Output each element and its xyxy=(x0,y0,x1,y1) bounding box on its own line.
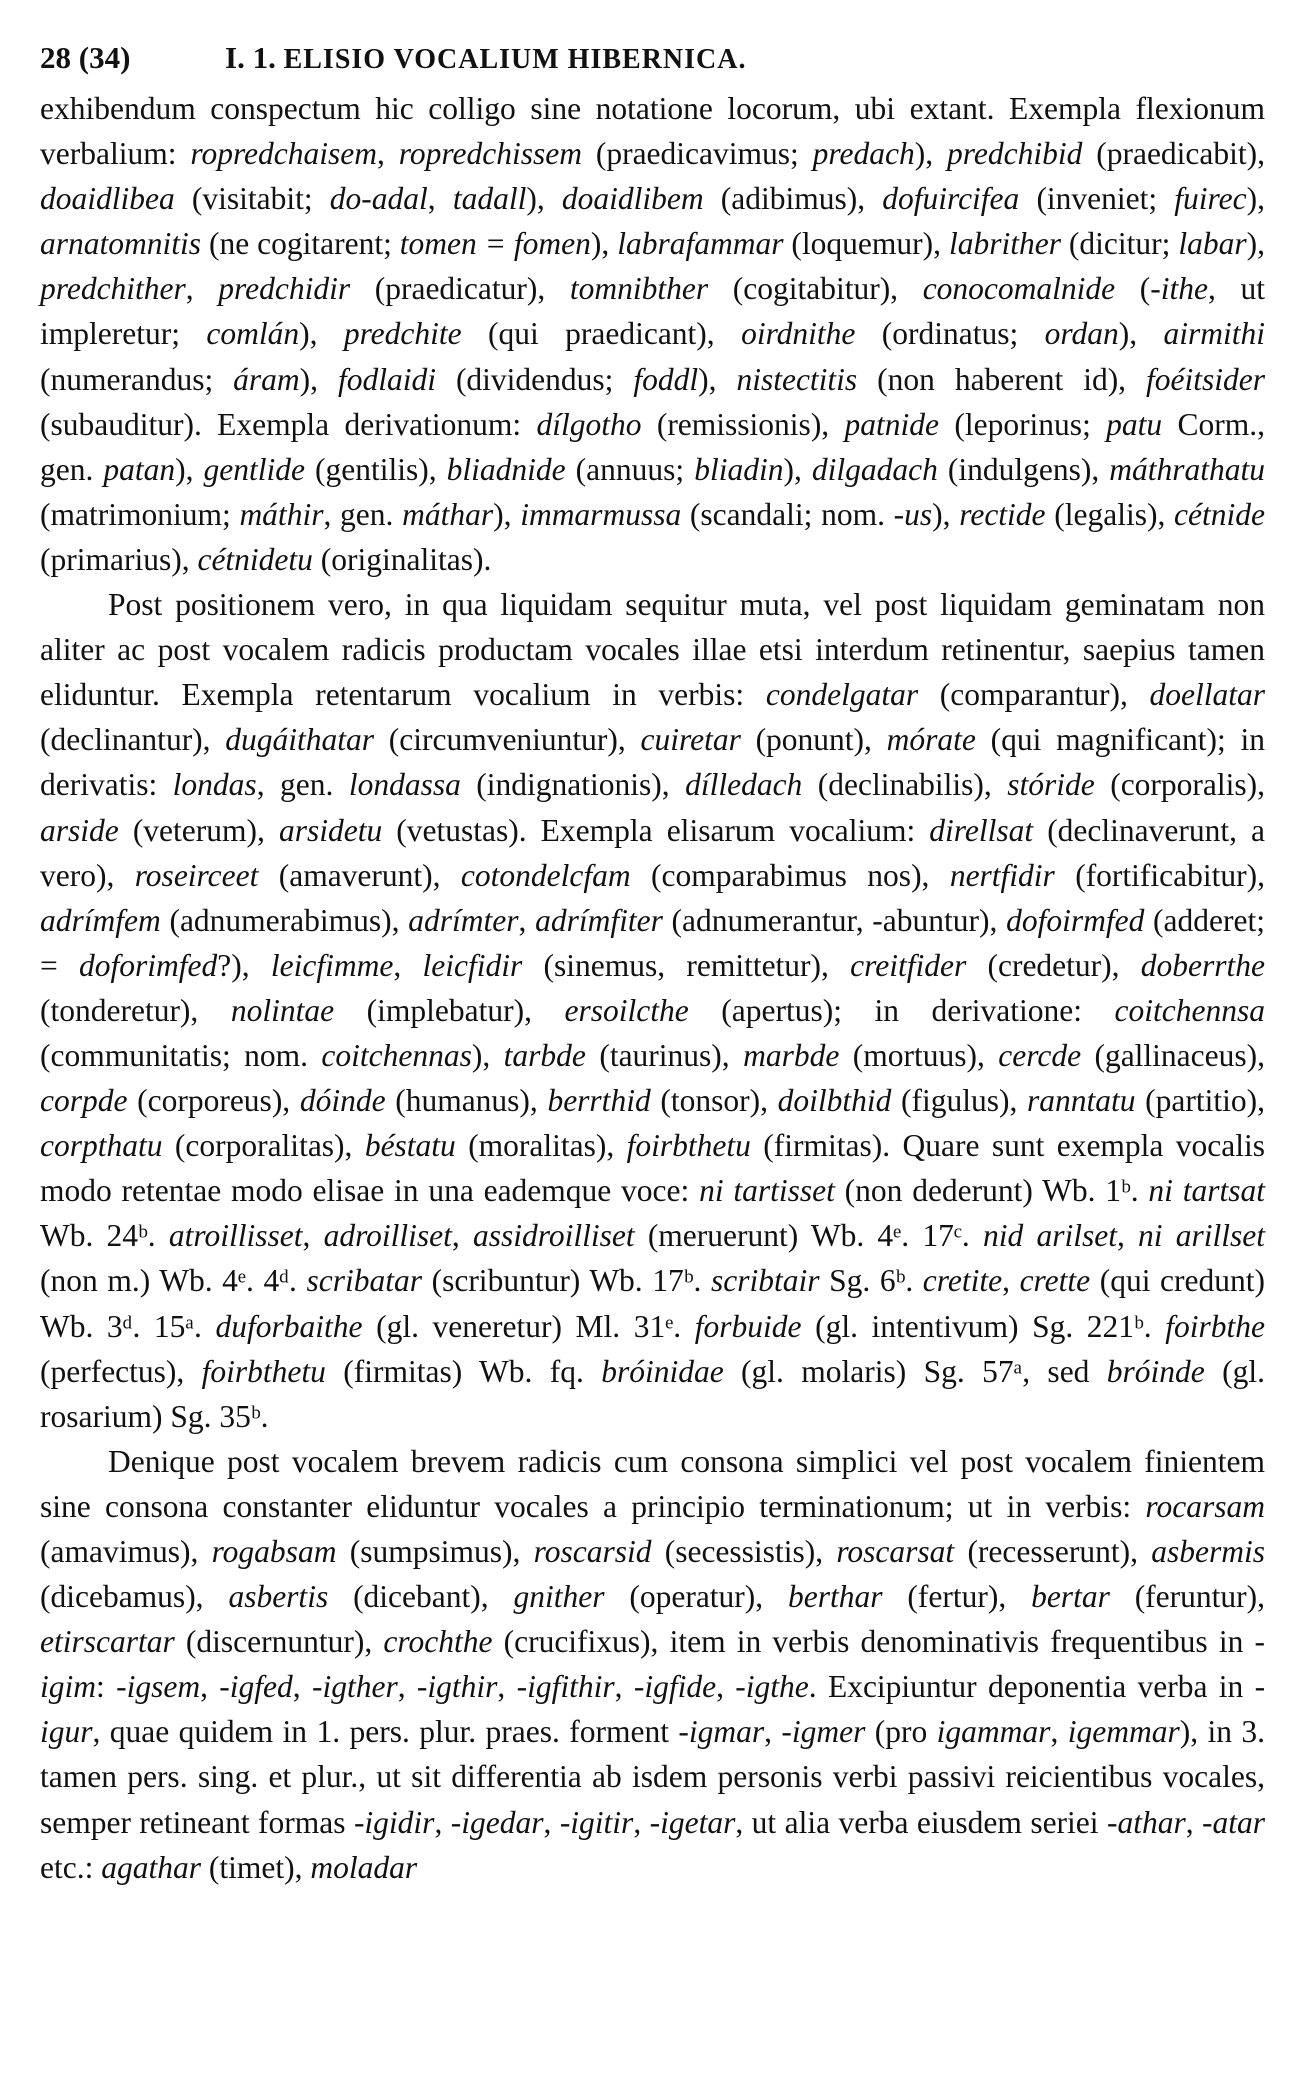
irish-term: -igthe xyxy=(735,1669,809,1705)
text-run: (declinaverunt, a vero), xyxy=(40,812,1266,893)
text-run: (gentilis), xyxy=(305,451,447,487)
text-run: (gl. molaris) Sg. 57ᵃ, sed xyxy=(723,1353,1107,1389)
irish-term: ordan xyxy=(1044,316,1119,352)
text-run: Wb. 24ᵇ. xyxy=(40,1218,169,1254)
irish-term: -igmar xyxy=(678,1714,765,1750)
text-run: (moralitas), xyxy=(455,1128,627,1164)
text-run: (figulus), xyxy=(891,1083,1027,1119)
text-run: ), xyxy=(1246,181,1265,217)
text-run: ), in 3. tamen pers. sing. et plur., ut sit differentia ab isdem personis verbi passivi reicientibus vocales, semper retineant formas xyxy=(40,1714,1266,1840)
text-run: (apertus); in derivatione: xyxy=(688,992,1115,1028)
irish-term: igammar xyxy=(936,1714,1051,1750)
irish-term: bliadin xyxy=(694,451,784,487)
text-run: , gen. xyxy=(323,496,403,532)
irish-term: predchite xyxy=(343,316,462,352)
irish-term: doberrthe xyxy=(1140,947,1266,983)
irish-term: labrafammar xyxy=(617,226,784,262)
text-run: ), xyxy=(493,496,521,532)
irish-term: moladar xyxy=(310,1849,418,1885)
irish-term: dofuircifea xyxy=(882,181,1020,217)
irish-term: béstatu xyxy=(364,1128,456,1164)
body-text xyxy=(40,86,1265,1890)
text-run: (implebatur), xyxy=(334,992,565,1028)
irish-term: cretite xyxy=(922,1263,1003,1299)
text-run: etc.: xyxy=(40,1849,102,1885)
irish-term: rocarsam xyxy=(1145,1488,1265,1524)
irish-term: londassa xyxy=(348,767,461,803)
irish-term: bróinde xyxy=(1106,1353,1205,1389)
irish-term: stóride xyxy=(1007,767,1095,803)
text-run: (originalitas). xyxy=(312,541,492,577)
text-run: (amaverunt), xyxy=(258,857,461,893)
text-run: (loquemur), xyxy=(783,226,949,262)
irish-term: conocomalnide xyxy=(922,271,1116,307)
paragraph xyxy=(40,582,1265,1439)
text-run: (corporalitas), xyxy=(162,1128,365,1164)
irish-term: ni arillset xyxy=(1138,1218,1265,1254)
irish-term: do-adal xyxy=(329,181,428,217)
text-run: ), xyxy=(783,451,812,487)
irish-term: patnide xyxy=(844,406,940,442)
text-run: (fertur), xyxy=(882,1579,1032,1615)
text-run: , xyxy=(185,271,219,307)
irish-term: corpde xyxy=(40,1083,128,1119)
irish-term: máthar xyxy=(402,496,494,532)
irish-term: nertfidir xyxy=(949,857,1055,893)
irish-term: dóinde xyxy=(299,1083,386,1119)
text-run: (adnumerantur, -abuntur), xyxy=(662,902,1007,938)
irish-term: atroillisset xyxy=(168,1218,303,1254)
irish-term: tarbde xyxy=(503,1037,586,1073)
irish-term: comlán xyxy=(206,316,300,352)
irish-term: arnatomnitis xyxy=(40,226,202,262)
text-run: (firmitas) Wb. fq. xyxy=(325,1353,602,1389)
text-run: (timet), xyxy=(200,1849,311,1885)
irish-term: -igim xyxy=(40,1624,1265,1705)
irish-term: -igthir xyxy=(416,1669,498,1705)
irish-term: patu xyxy=(1106,406,1163,442)
text-run: (tonderetur), xyxy=(40,992,231,1028)
irish-term: predchibid xyxy=(947,136,1083,172)
text-run: (non haberent id), xyxy=(857,361,1146,397)
text-run: (ne cogitarent; xyxy=(201,226,400,262)
text-run: (fortificabitur), xyxy=(1054,857,1265,893)
text-run: (remissionis), xyxy=(641,406,845,442)
irish-term: áram xyxy=(233,361,300,397)
text-run: (sumpsimus), xyxy=(336,1534,534,1569)
chapter-title: ELISIO VOCALIUM HIBERNICA. xyxy=(283,44,747,75)
text-run: . Excipiuntur deponentia verba in xyxy=(808,1669,1255,1705)
text-run: (primarius), xyxy=(40,541,198,577)
irish-term: -igfithir xyxy=(516,1669,615,1705)
irish-term: ersoilcthe xyxy=(564,992,689,1028)
irish-term: marbde xyxy=(743,1037,840,1073)
text-run: (vetustas). Exempla elisarum vocalium: xyxy=(382,812,930,848)
irish-term: rogabsam xyxy=(211,1534,337,1569)
irish-term: -ithe xyxy=(1150,271,1208,307)
text-run: (indulgens), xyxy=(937,451,1110,487)
text-run: (secessistis), xyxy=(651,1534,837,1569)
irish-term: ni tartsat xyxy=(1148,1173,1265,1209)
text-run: , xyxy=(497,1669,517,1705)
irish-term: patan xyxy=(103,451,176,487)
irish-term: foirbthetu xyxy=(201,1353,326,1389)
irish-term: berrthid xyxy=(547,1083,651,1119)
irish-term: -igur xyxy=(40,1669,1266,1750)
text-run: (feruntur), xyxy=(1109,1579,1265,1615)
text-run: , xyxy=(393,947,423,983)
irish-term: scribatar xyxy=(306,1263,422,1299)
irish-term: -igedar xyxy=(450,1804,544,1840)
text-run: (qui credunt) Wb. 3ᵈ. 15ᵃ. xyxy=(40,1263,1265,1344)
irish-term: adrímter xyxy=(408,902,519,938)
irish-term: agathar xyxy=(101,1849,201,1885)
irish-term: dílgotho xyxy=(536,406,642,442)
text-run: (tonsor), xyxy=(650,1083,778,1119)
irish-term: foirbthe xyxy=(1165,1308,1265,1344)
irish-term: ropredchissem xyxy=(398,136,582,172)
irish-term: coitchennsa xyxy=(1114,992,1265,1028)
text-run: (meruerunt) Wb. 4ᵉ. 17ᶜ. xyxy=(634,1218,983,1254)
text-run: (qui magnificant); in derivatis: xyxy=(40,722,1265,803)
irish-term: doaidlibea xyxy=(40,181,175,217)
irish-term: cuiretar xyxy=(640,722,741,758)
text-run: (non dederunt) Wb. 1ᵇ. xyxy=(834,1173,1149,1209)
text-run: (indignationis), xyxy=(460,767,686,803)
text-run: (mortuus), xyxy=(839,1037,999,1073)
text-run: (qui praedicant), xyxy=(461,316,742,352)
irish-term: oirdnithe xyxy=(741,316,856,352)
irish-term: forbuide xyxy=(694,1308,802,1344)
text-run: , ut alia verba eiusdem seriei xyxy=(735,1804,1107,1840)
text-run: (operatur), xyxy=(604,1579,789,1615)
irish-term: etirscartar xyxy=(40,1624,175,1660)
irish-term: bliadnide xyxy=(446,451,566,487)
text-run: ), xyxy=(299,316,344,352)
text-run: ), xyxy=(299,361,338,397)
text-run: , xyxy=(614,1669,634,1705)
text-run: ), xyxy=(1246,226,1265,262)
text-run: (dicebamus), xyxy=(40,1579,229,1615)
text-run: , xyxy=(200,1669,220,1705)
text-run: , xyxy=(543,1804,560,1840)
text-run: (comparabimus nos), xyxy=(630,857,950,893)
irish-term: corpthatu xyxy=(40,1128,163,1164)
text-run: ), xyxy=(914,136,948,172)
text-run: ), xyxy=(590,226,618,262)
irish-term: -igidir xyxy=(353,1804,435,1840)
text-run: , xyxy=(434,1804,451,1840)
text-run: (praedicavimus; xyxy=(581,136,813,172)
irish-term: -igfed xyxy=(219,1669,293,1705)
text-run: (discernuntur), xyxy=(174,1624,384,1660)
text-run: (ponunt), xyxy=(740,722,887,758)
text-run: ), xyxy=(471,1037,504,1073)
irish-term: immarmussa xyxy=(520,496,682,532)
irish-term: predchidir xyxy=(218,271,351,307)
irish-term: tomen = fomen xyxy=(399,226,591,262)
text-run: (numerandus; xyxy=(40,361,234,397)
text-run: (gallinaceus), xyxy=(1081,1037,1265,1073)
irish-term: -igmer xyxy=(781,1714,866,1750)
text-run: (sinemus, remittetur), xyxy=(522,947,851,983)
text-run: , xyxy=(764,1714,782,1750)
irish-term: fuirec xyxy=(1174,181,1247,217)
irish-term: -us xyxy=(893,496,933,532)
text-run: exhibendum conspectum hic colligo sine notatione locorum, ubi extant. Exempla flexionum verbalium: xyxy=(40,91,1265,172)
irish-term: -athar xyxy=(1106,1804,1186,1840)
text-run: , xyxy=(292,1669,312,1705)
text-run: , xyxy=(302,1218,324,1254)
irish-term: máthir xyxy=(239,496,324,532)
text-run: (inveniet; xyxy=(1019,181,1175,217)
irish-term: crette xyxy=(1019,1263,1091,1299)
irish-term: berthar xyxy=(788,1579,883,1615)
irish-term: scribtair xyxy=(710,1263,820,1299)
text-run: ?), xyxy=(217,947,271,983)
irish-term: condelgatar xyxy=(765,677,919,713)
irish-term: roscarsat xyxy=(836,1534,955,1569)
text-run: (scribuntur) Wb. 17ᵇ. xyxy=(422,1263,711,1299)
text-run: ( xyxy=(1115,271,1151,307)
irish-term: dofoirmfed xyxy=(1006,902,1145,938)
irish-term: tomnibther xyxy=(569,271,709,307)
irish-term: doaidlibem xyxy=(561,181,704,217)
irish-term: -igetar xyxy=(649,1804,736,1840)
page-number: 28 (34) xyxy=(40,40,131,75)
text-run: , xyxy=(451,1218,473,1254)
paragraph xyxy=(40,86,1265,582)
text-run: (corporalis), xyxy=(1094,767,1266,803)
irish-term: fodlaidi xyxy=(337,361,436,397)
irish-term: coitchennas xyxy=(321,1037,472,1073)
text-run: (amavimus), xyxy=(40,1534,212,1569)
text-run: : xyxy=(96,1669,117,1705)
text-run: (pro xyxy=(865,1714,937,1750)
irish-term: crochthe xyxy=(383,1624,493,1660)
irish-term: assidroilliset xyxy=(473,1218,635,1254)
irish-term: -atar xyxy=(1202,1804,1266,1840)
text-run: , xyxy=(716,1669,736,1705)
text-run: (praedicabit), xyxy=(1082,136,1266,172)
text-run: (adnumerabimus), xyxy=(160,902,409,938)
text-run: (gl. rosarium) Sg. 35ᵇ. xyxy=(40,1353,1266,1434)
text-run: (praedicatur), xyxy=(350,271,570,307)
irish-term: cercde xyxy=(998,1037,1082,1073)
text-run: (partitio), xyxy=(1135,1083,1265,1119)
irish-term: -igther xyxy=(311,1669,398,1705)
text-run: , xyxy=(518,902,536,938)
irish-term: arside xyxy=(40,812,119,848)
text-run: Corm., gen. xyxy=(40,406,1265,487)
irish-term: doellatar xyxy=(1149,677,1266,713)
irish-term: adroilliset xyxy=(323,1218,452,1254)
irish-term: foddl xyxy=(633,361,699,397)
text-run: (gl. intentivum) Sg. 221ᵇ. xyxy=(801,1308,1166,1344)
text-run: ), xyxy=(175,451,204,487)
text-run: Post positionem vero, in qua liquidam sequitur muta, vel post liquidam geminatam non aliter ac post vocalem radicis productam vocales illae etsi interdum retinentur, saepius tamen eliduntur. Exempla retentarum vocalium in verbis: xyxy=(40,587,1265,713)
text-run: ), xyxy=(526,181,562,217)
text-run: , xyxy=(633,1804,650,1840)
running-title xyxy=(225,30,746,88)
irish-term: predchither xyxy=(40,271,186,307)
irish-term: asbertis xyxy=(228,1579,329,1615)
irish-term: tadall xyxy=(452,181,527,217)
irish-term: arsidetu xyxy=(278,812,383,848)
irish-term: igemmar xyxy=(1067,1714,1180,1750)
irish-term: asbermis xyxy=(1151,1534,1265,1569)
irish-term: doforimfed xyxy=(79,947,218,983)
irish-term: leicfimme xyxy=(270,947,394,983)
text-run: (firmitas). Quare sunt exempla vocalis modo retentae modo elisae in una eademque voce: xyxy=(40,1128,1266,1209)
irish-term: nolintae xyxy=(230,992,335,1028)
irish-term: -igfide xyxy=(633,1669,717,1705)
irish-term: dugáithatar xyxy=(225,722,375,758)
irish-term: direllsat xyxy=(929,812,1034,848)
text-run: (perfectus), xyxy=(40,1353,202,1389)
text-run: ), xyxy=(1118,316,1164,352)
irish-term: rectide xyxy=(959,496,1046,532)
irish-term: ropredchaisem xyxy=(190,136,378,172)
text-run: , gen. xyxy=(256,767,349,803)
irish-term: nid arilset xyxy=(982,1218,1117,1254)
text-run: (subauditur). Exempla derivationum: xyxy=(40,406,537,442)
running-header xyxy=(40,30,1265,86)
section-number: I. 1. xyxy=(225,40,276,75)
text-run: , xyxy=(377,136,399,172)
book-page xyxy=(40,30,1265,2060)
text-run: , xyxy=(1185,1804,1203,1840)
irish-term: gnither xyxy=(513,1579,605,1615)
irish-term: roscarsid xyxy=(533,1534,652,1569)
text-run: (dicitur; xyxy=(1060,226,1179,262)
irish-term: creitfider xyxy=(850,947,967,983)
text-run: (leporinus; xyxy=(939,406,1107,442)
irish-term: cotondelcfam xyxy=(460,857,631,893)
irish-term: nistectitis xyxy=(736,361,858,397)
irish-term: dílledach xyxy=(685,767,803,803)
irish-term: labrither xyxy=(948,226,1061,262)
irish-term: ni tartisset xyxy=(699,1173,835,1209)
irish-term: adrímfem xyxy=(40,902,161,938)
text-run: , quae quidem in 1. pers. plur. praes. forment xyxy=(92,1714,679,1750)
text-run: , xyxy=(1002,1263,1020,1299)
irish-term: bróinidae xyxy=(601,1353,724,1389)
text-run: (humanus), xyxy=(385,1083,548,1119)
irish-term: foirbthetu xyxy=(626,1128,751,1164)
text-run: (cogitabitur), xyxy=(708,271,923,307)
text-run: (non m.) Wb. 4ᵉ. 4ᵈ. xyxy=(40,1263,307,1299)
text-run: (circumveniuntur), xyxy=(374,722,641,758)
text-run: (declinabilis), xyxy=(802,767,1008,803)
text-run: (scandali; nom. xyxy=(681,496,894,532)
irish-term: leicfidir xyxy=(422,947,523,983)
text-run: , ut impleretur; xyxy=(40,271,1265,352)
text-run: , xyxy=(1050,1714,1068,1750)
irish-term: cétnidetu xyxy=(197,541,313,577)
irish-term: cétnide xyxy=(1174,496,1265,532)
text-run: , xyxy=(397,1669,417,1705)
text-run: (annuus; xyxy=(565,451,695,487)
irish-term: -igsem xyxy=(116,1669,201,1705)
text-run: (adderet; = xyxy=(40,902,1265,983)
paragraph xyxy=(40,1439,1265,1890)
text-run: (crucifixus), item in verbis denominativis frequentibus in xyxy=(492,1624,1255,1660)
irish-term: labar xyxy=(1178,226,1247,262)
text-run: (declinantur), xyxy=(40,722,226,758)
irish-term: airmithi xyxy=(1163,316,1265,352)
text-run: (credetur), xyxy=(966,947,1141,983)
text-run: Denique post vocalem brevem radicis cum consona simplici vel post vocalem finientem sine consona constanter eliduntur vocales a principio terminationum; ut in verbis: xyxy=(40,1443,1265,1524)
irish-term: londas xyxy=(172,767,257,803)
irish-term: máthrathatu xyxy=(1109,451,1265,487)
text-run: Sg. 6ᵇ. xyxy=(819,1263,923,1299)
text-run: (recesserunt), xyxy=(954,1534,1152,1569)
irish-term: roseirceet xyxy=(134,857,259,893)
text-run: (adibimus), xyxy=(703,181,883,217)
text-run: (ordinatus; xyxy=(855,316,1045,352)
irish-term: dilgadach xyxy=(811,451,938,487)
text-run: (visitabit; xyxy=(174,181,330,217)
irish-term: mórate xyxy=(886,722,976,758)
text-run: (comparantur), xyxy=(918,677,1150,713)
irish-term: predach xyxy=(812,136,915,172)
text-run: ), xyxy=(932,496,960,532)
irish-term: foéitsider xyxy=(1146,361,1265,397)
irish-term: doilbthid xyxy=(777,1083,892,1119)
text-run: (veterum), xyxy=(118,812,279,848)
text-run: (matrimonium; xyxy=(40,496,240,532)
irish-term: gentlide xyxy=(203,451,306,487)
text-run: (dicebant), xyxy=(328,1579,514,1615)
text-run: ), xyxy=(698,361,737,397)
text-run: (gl. veneretur) Ml. 31ᵉ. xyxy=(362,1308,695,1344)
text-run: , xyxy=(427,181,453,217)
irish-term: bertar xyxy=(1031,1579,1110,1615)
text-run: , xyxy=(1116,1218,1139,1254)
irish-term: adrímfiter xyxy=(535,902,663,938)
irish-term: duforbaithe xyxy=(215,1308,363,1344)
text-run: (corporeus), xyxy=(127,1083,300,1119)
text-run: (legalis), xyxy=(1045,496,1175,532)
irish-term: -igitir xyxy=(559,1804,634,1840)
irish-term: ranntatu xyxy=(1027,1083,1136,1119)
text-run: (dividendus; xyxy=(436,361,634,397)
text-run: (communitatis; nom. xyxy=(40,1037,322,1073)
text-run: (taurinus), xyxy=(585,1037,744,1073)
